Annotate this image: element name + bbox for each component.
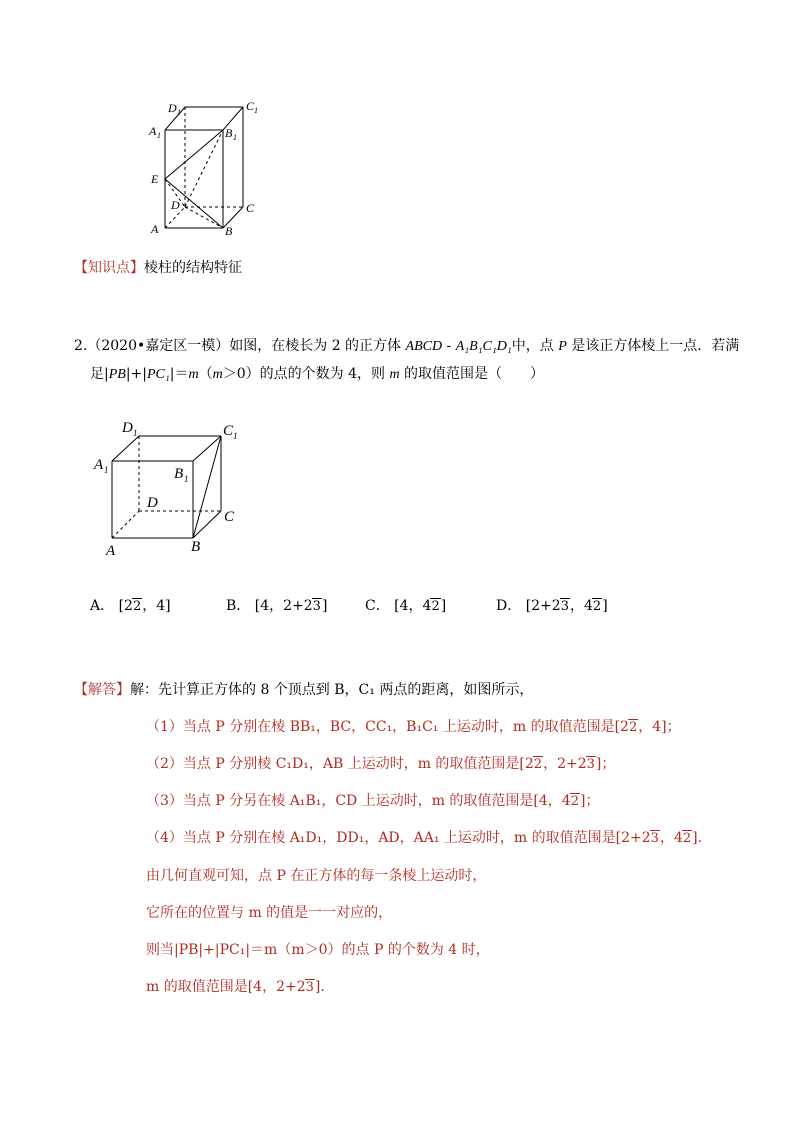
label-B: B — [191, 539, 201, 555]
label-B1: B — [174, 466, 184, 482]
label-D: D — [147, 495, 158, 511]
sqrt-symbol: 3 — [312, 599, 321, 614]
knowledge-point — [74, 258, 242, 278]
label-D1: D — [122, 420, 133, 436]
label-C1: C — [246, 99, 255, 113]
answer-line-8: m 的取值范围是[4，2+23]. — [146, 979, 325, 995]
question-line-2: 足|PB|+|PC₁|＝m（m＞0）的点的个数为 4，则 m 的取值范围是（ ） — [90, 366, 545, 382]
answer-case-1: （1）当点 P 分别在棱 BB₁，BC，CC₁，B₁C₁ 上运动时，m 的取值范围是[22，4]； — [146, 719, 681, 735]
option-a[interactable]: A． [22，4] — [90, 598, 171, 614]
label-C: C — [224, 509, 235, 525]
label-A: A — [151, 222, 159, 236]
knowledge-tag: 【知识点】 — [74, 260, 144, 276]
sqrt-symbol: 2 — [592, 599, 602, 614]
answer-line-5: 由几何直观可知，点 P 在正方体的每一条棱上运动时， — [146, 868, 487, 884]
sqrt-symbol: 3 — [560, 599, 569, 614]
label-A1: A — [94, 457, 104, 473]
svg-text:1: 1 — [157, 131, 161, 140]
knowledge-text: 棱柱的结构特征 — [144, 260, 242, 276]
label-C: C — [246, 201, 255, 215]
label-C1: C — [223, 423, 234, 439]
answer-intro: 【解答】解：先计算正方体的 8 个顶点到 B，C₁ 两点的距离，如图所示， — [74, 682, 534, 698]
question-line-1: 2.（2020•嘉定区一模）如图，在棱长为 2 的正方体 ABCD - A₁B₁C₁D₁中，点 P 是该正方体棱上一点．若满 — [74, 338, 740, 354]
label-D: D — [171, 198, 180, 212]
answer-line-7: 则当|PB|+|PC₁|＝m（m＞0）的点 P 的个数为 4 时， — [146, 942, 490, 958]
svg-text:1: 1 — [254, 106, 258, 115]
svg-text:1: 1 — [104, 465, 109, 475]
svg-text:1: 1 — [233, 133, 237, 142]
answer-case-2: （2）当点 P 分别棱 C₁D₁，AB 上运动时，m 的取值范围是[22，2+23]； — [146, 756, 616, 772]
label-B: B — [225, 224, 233, 238]
label-D1: D — [168, 101, 177, 115]
sqrt-symbol: 2 — [431, 599, 440, 614]
label-E: E — [151, 172, 159, 186]
svg-text:1: 1 — [177, 108, 181, 117]
option-d[interactable]: D． [2+23，42] — [496, 598, 608, 614]
sqrt-symbol: 2 — [132, 599, 142, 614]
answer-case-3: （3）当点 P 分另在棱 A₁B₁，CD 上运动时，m 的取值范围是[4，42]； — [146, 793, 600, 809]
svg-text:1: 1 — [233, 431, 238, 441]
svg-text:1: 1 — [133, 428, 138, 438]
label-A1: A — [149, 124, 157, 138]
answer-case-4: （4）当点 P 分别在棱 A₁D₁，DD₁，AD，AA₁ 上运动时，m 的取值范围是[2+23，42]. — [146, 830, 703, 846]
svg-text:1: 1 — [184, 474, 189, 484]
cube-figure — [90, 410, 250, 560]
option-c[interactable]: C． [4，42] — [365, 598, 447, 614]
prism-figure — [140, 95, 270, 240]
answer-tag: 【解答】 — [74, 682, 130, 698]
option-b[interactable]: B． [4，2+23] — [226, 598, 328, 614]
answer-line-6: 它所在的位置与 m 的值是一一对应的， — [146, 905, 393, 921]
label-B1: B — [225, 126, 233, 140]
label-A: A — [106, 543, 116, 559]
